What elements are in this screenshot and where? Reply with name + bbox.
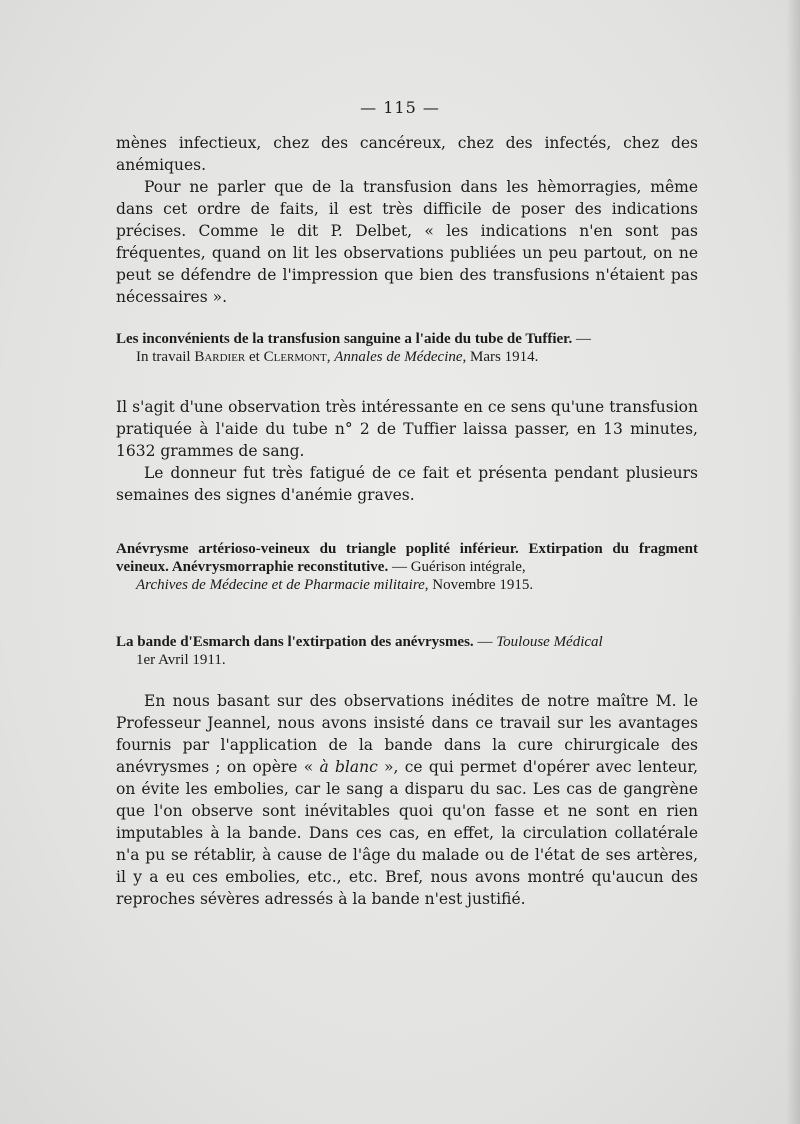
section-3-date: 1er Avril 1911. [136,652,226,668]
section-2-date: , Novembre 1915. [424,577,534,593]
section-1-heading [116,330,698,348]
paragraph-5-part-a: En nous basant sur des observations inédites de notre maître M. le Professeur Jeannel, nous avons insisté dans ce travail sur les avantages fournis par l'application de la bande dans la cure chirurgicale des anévrysmes ; on opère « [116,692,698,776]
section-1-journal: Annales de Médecine [334,349,463,365]
paragraph-4: Le donneur fut très fatigué de ce fait et présenta pendant plusieurs semaines des signes d'anémie graves. [116,464,698,504]
section-1 [116,330,698,366]
section-2-journal: Archives de Médecine et de Pharmacie militaire [136,577,425,593]
section-3-journal: Toulouse Médical [496,634,603,650]
section-1-date: , Mars 1914. [462,349,539,365]
section-3-title: La bande d'Esmarch dans l'extirpation des anévrysmes. [116,634,474,650]
section-3-dash: — [473,634,497,650]
page-edge-shadow [786,0,800,1124]
paragraph-3: Il s'agit d'une observation très intéressante en ce sens qu'une transfusion pratiquée à l'aide du tube n° 2 de Tuffier laissa passer, en 13 minutes, 1632 grammes de sang. [116,398,698,460]
section-2-title: Anévrysme artérioso-veineux du triangle poplité inférieur. Extirpation du fragment veineux. Anévrysmorraphie reconstitutive. [116,541,698,575]
section-1-comma: , [326,349,335,365]
section-1-title: Les inconvénients de la transfusion sanguine a l'aide du tube de Tuffier. [116,331,573,347]
paragraph-1: mènes infectieux, chez des cancéreux, chez des infectés, chez des anémiques. [116,134,698,174]
section-2-rest: — Guérison intégrale, [388,559,526,575]
section-2-reference [116,576,698,594]
paragraph-2: Pour ne parler que de la transfusion dans les hèmorragies, même dans cet ordre de faits, il est très difficile de poser des indications précises. Comme le dit P. Delbet, « les indications n'en sont pas fréquentes, quand on lit les observations publiées un peu partout, on ne peut se défendre de l'impression que bien des transfusions n'étaient pas nécessaires ». [116,178,698,306]
paragraph-1-block [116,132,698,308]
section-1-author-1: Bardier [194,349,246,365]
section-1-author-2: Clermont [263,349,327,365]
page-number: — 115 — [360,98,440,117]
section-1-dash: — [572,331,591,347]
section-3-heading [116,633,698,651]
section-1-reference [116,348,698,366]
section-2-heading [116,540,698,576]
section-3 [116,633,698,669]
paragraph-5-part-b: », ce qui permet d'opérer avec lenteur, on évite les embolies, car le sang a disparu du sac. Les cas de gangrène que l'on observe sont inévitables quoi qu'on fasse et ne sont en rien imputables à la bande. Dans ces cas, en effet, la circulation collatérale n'a pu se rétablir, à cause de l'âge du malade ou de l'état de ses artères, il y a eu ces embolies, etc., etc. Bref, nous avons montré qu'aucun des reproches sévères adressés à la bande n'est justifié. [116,758,698,908]
paragraph-3-block [116,396,698,506]
paragraph-5-italic: à blanc [319,758,378,776]
section-1-ref-prefix: In travail [136,349,195,365]
section-1-and: et [245,349,264,365]
paragraph-5-block [116,690,698,910]
paragraph-5 [116,690,698,910]
section-2 [116,540,698,594]
